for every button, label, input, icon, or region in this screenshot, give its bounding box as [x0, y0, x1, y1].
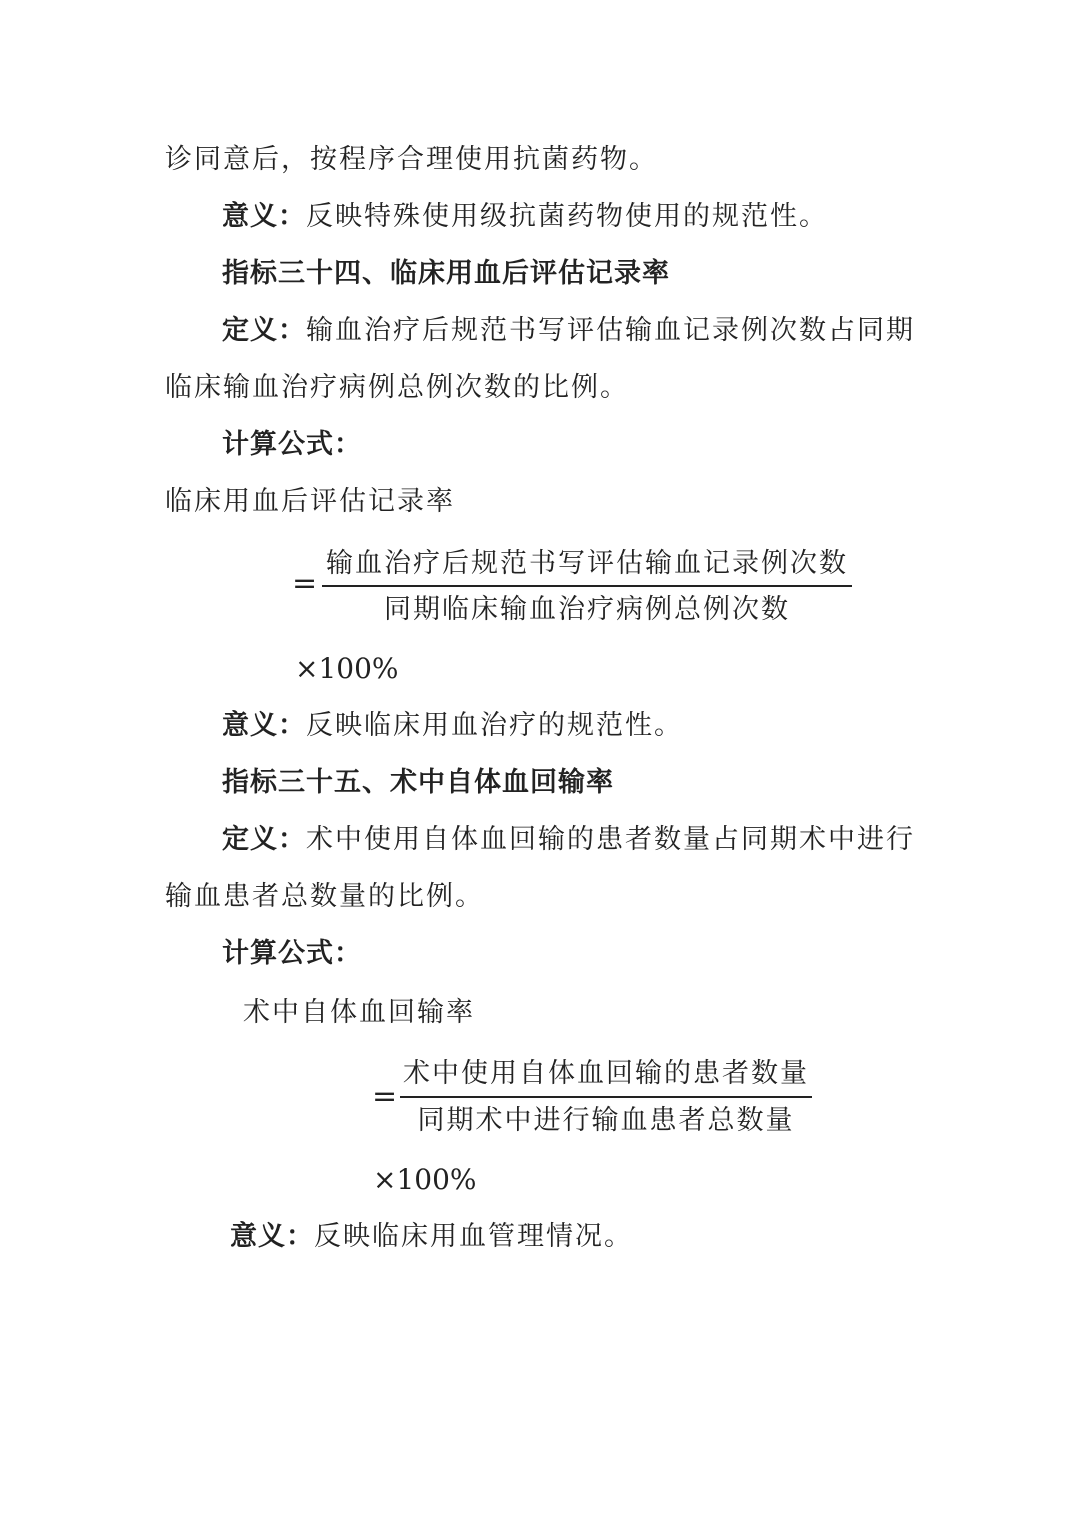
significance-text: 反映临床用血管理情况。 — [314, 1221, 633, 1252]
indicator-35-numerator: 术中使用自体血回输的患者数量 — [403, 1058, 809, 1089]
indicator-35-formula-name: 术中自体血回输率 — [243, 997, 475, 1028]
indicator-35-heading: 指标三十五、术中自体血回输率 — [222, 767, 614, 798]
indicator-34-significance — [222, 708, 683, 744]
indicator-35-denominator: 同期术中进行输血患者总数量 — [417, 1105, 795, 1136]
indicator-34-numerator: 输血治疗后规范书写评估输血记录例次数 — [326, 548, 848, 579]
indicator-34-denominator: 同期临床输血治疗病例总例次数 — [384, 594, 790, 625]
paragraph-continuation: 诊同意后，按程序合理使用抗菌药物。 — [165, 144, 658, 175]
indicator-35-multiplier: ×100% — [373, 1163, 477, 1196]
indicator-34-definition-line1 — [222, 313, 915, 349]
indicator-34-multiplier: ×100% — [295, 652, 399, 685]
significance-label: 意义： — [222, 710, 306, 741]
indicator-35-fraction-bar — [400, 1096, 812, 1098]
significance-label: 意义： — [230, 1221, 314, 1252]
indicator-34-calc-label: 计算公式： — [222, 429, 362, 460]
indicator-35-definition-line1 — [222, 822, 915, 858]
definition-text: 输血治疗后规范书写评估输血记录例次数占同期 — [306, 315, 915, 346]
definition-label: 定义： — [222, 315, 306, 346]
indicator-34-heading: 指标三十四、临床用血后评估记录率 — [222, 258, 670, 289]
indicator-34-equals: = — [292, 566, 318, 601]
definition-label: 定义： — [222, 824, 306, 855]
significance-text: 反映临床用血治疗的规范性。 — [306, 710, 683, 741]
significance-label: 意义： — [222, 201, 306, 232]
indicator-35-significance — [230, 1219, 633, 1255]
significance-text: 反映特殊使用级抗菌药物使用的规范性。 — [306, 201, 828, 232]
indicator-34-formula-name: 临床用血后评估记录率 — [165, 486, 455, 517]
significance-line-prev — [222, 199, 828, 235]
indicator-34-definition-line2: 临床输血治疗病例总例次数的比例。 — [165, 372, 629, 403]
indicator-35-calc-label: 计算公式： — [222, 938, 362, 969]
indicator-35-definition-line2: 输血患者总数量的比例。 — [165, 881, 484, 912]
indicator-35-equals: = — [372, 1079, 398, 1114]
definition-text: 术中使用自体血回输的患者数量占同期术中进行 — [306, 824, 915, 855]
indicator-34-fraction-bar — [322, 585, 852, 587]
